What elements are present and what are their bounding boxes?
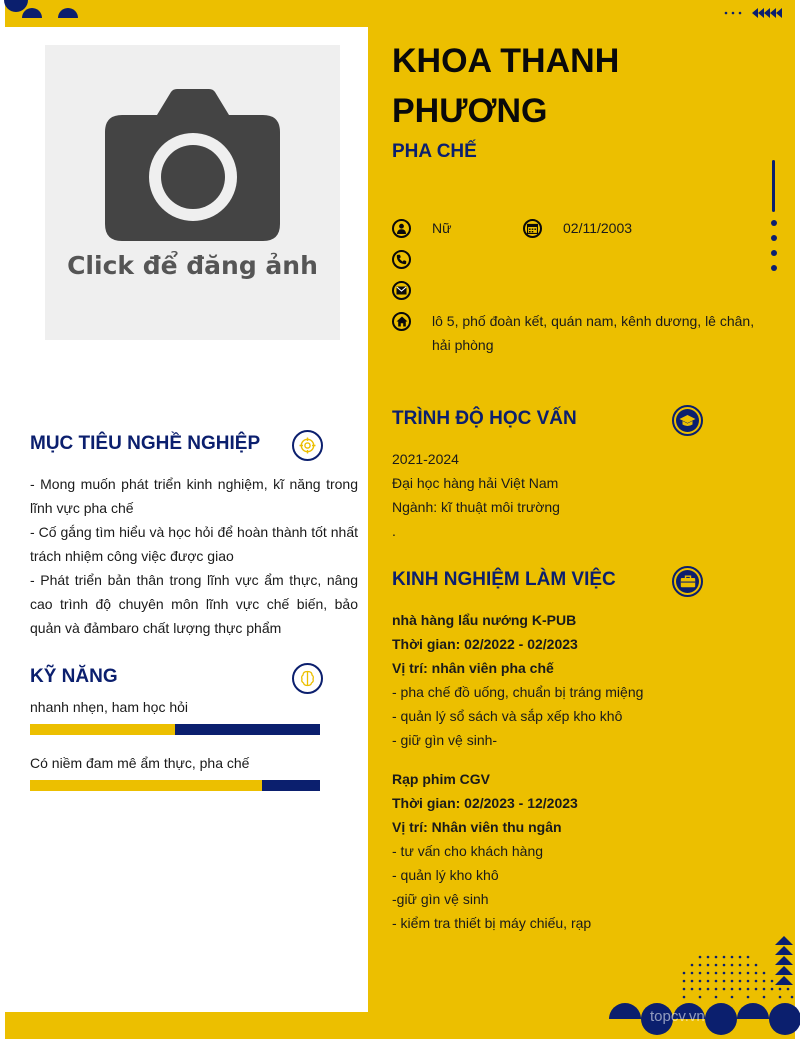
profile-photo-placeholder[interactable] xyxy=(45,45,340,340)
skills-title: KỸ NĂNG xyxy=(30,666,118,687)
skill-label: nhanh nhẹn, ham học hỏi xyxy=(30,699,189,715)
decor-dot xyxy=(771,250,777,256)
job-company: Rạp phim CGV xyxy=(392,771,491,787)
home-icon xyxy=(392,312,411,331)
objective-line: - Cố gắng tìm hiểu và học hỏi để hoàn thành tốt nhất trách nhiệm công việc được giao xyxy=(30,524,358,564)
education-title: TRÌNH ĐỘ HỌC VẤN xyxy=(392,408,577,429)
job-task: - quản lý kho khô xyxy=(392,867,499,883)
mail-icon xyxy=(392,281,411,300)
brain-icon xyxy=(292,663,323,694)
decor-bottom-band xyxy=(5,1012,368,1039)
camera-icon xyxy=(105,89,280,244)
decor-dot xyxy=(771,265,777,271)
graduation-cap-icon xyxy=(672,405,703,436)
job-position: Vị trí: Nhân viên thu ngân xyxy=(392,819,562,835)
address-value: lô 5, phố đoàn kết, quán nam, kênh dương, lê chân, hải phòng xyxy=(432,313,755,353)
job-company: nhà hàng lẩu nướng K-PUB xyxy=(392,612,577,628)
objective-line: - Mong muốn phát triển kinh nghiệm, kĩ năng trong lĩnh vực pha chế xyxy=(30,476,358,516)
job-task: - kiểm tra thiết bị máy chiếu, rạp xyxy=(392,915,592,931)
education-period: 2021-2024 xyxy=(392,451,459,467)
skill-bar-fill xyxy=(30,780,262,791)
skill-bar xyxy=(30,724,320,735)
decor-dot xyxy=(771,220,777,226)
user-icon xyxy=(392,219,411,238)
gender-value: Nữ xyxy=(432,220,452,236)
job-task: - quản lý sổ sách và sắp xếp kho khô xyxy=(392,708,623,724)
calendar-icon xyxy=(523,219,542,238)
birthdate-value: 02/11/2003 xyxy=(563,220,633,236)
skill-bar xyxy=(30,780,320,791)
education-details xyxy=(392,447,752,543)
experience-job xyxy=(392,767,752,935)
objective-text xyxy=(30,472,358,640)
job-task: - tư vấn cho khách hàng xyxy=(392,843,544,859)
job-task: -giữ gìn vệ sinh xyxy=(392,891,489,907)
phone-icon xyxy=(392,250,411,269)
job-task: - pha chế đồ uống, chuẩn bị tráng miệng xyxy=(392,684,644,700)
decor-top-right xyxy=(722,6,784,20)
photo-caption: Click để đăng ảnh xyxy=(67,251,318,280)
briefcase-icon xyxy=(672,566,703,597)
skill-label: Có niềm đam mê ẩm thực, pha chế xyxy=(30,755,250,771)
job-time: Thời gian: 02/2023 - 12/2023 xyxy=(392,795,578,811)
job-task: - giữ gìn vệ sinh- xyxy=(392,732,498,748)
education-school: Đại học hàng hải Việt Nam xyxy=(392,475,559,491)
candidate-name: KHOA THANH PHƯƠNG xyxy=(392,42,620,130)
job-title: PHA CHẾ xyxy=(392,141,477,162)
watermark: topcv.vn xyxy=(650,1008,705,1025)
target-icon xyxy=(292,430,323,461)
decor-vertical-line xyxy=(772,160,775,212)
experience-job xyxy=(392,608,752,752)
objective-line: - Phát triển bản thân trong lĩnh vực ẩm thực, nâng cao trình độ chuyên môn lĩnh vực chế biến, bảo quản và đảmbaro chất lượng thực phẩm xyxy=(30,572,358,636)
job-time: Thời gian: 02/2022 - 02/2023 xyxy=(392,636,578,652)
objective-title: MỤC TIÊU NGHỀ NGHIỆP xyxy=(30,433,261,454)
experience-title: KINH NGHIỆM LÀM VIỆC xyxy=(392,569,616,590)
job-position: Vị trí: nhân viên pha chế xyxy=(392,660,554,676)
education-major: Ngành: kĩ thuật môi trường xyxy=(392,499,560,515)
skill-bar-fill xyxy=(30,724,175,735)
education-note: . xyxy=(392,523,396,539)
decor-dot xyxy=(771,235,777,241)
